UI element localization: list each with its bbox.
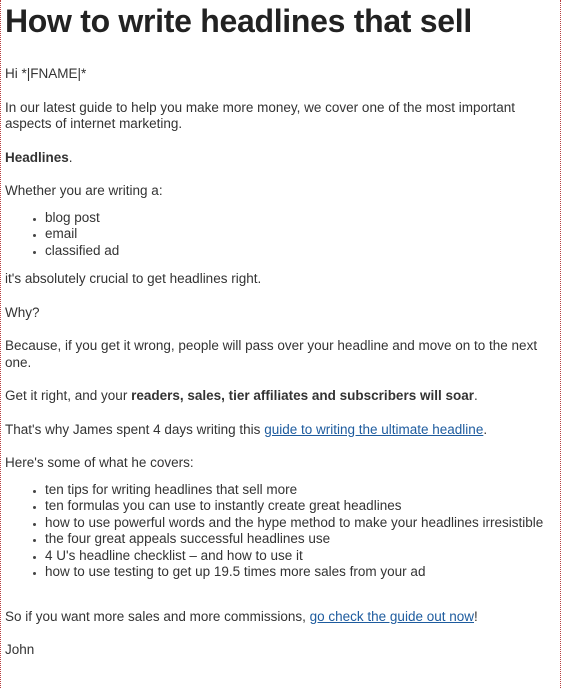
so-paragraph [5, 609, 553, 626]
list-item: 4 U's headline checklist – and how to use it [45, 548, 553, 565]
thats-why-pre: That's why James spent 4 days writing this [5, 421, 265, 437]
headlines-period: . [68, 149, 73, 165]
email-body [5, 0, 553, 659]
intro-paragraph: In our latest guide to help you make more money, we cover one of the most important aspects of internet marketing. [5, 99, 516, 131]
headlines-paragraph [5, 150, 553, 167]
list-item: email [45, 226, 553, 243]
list-item: ten formulas you can use to instantly create great headlines [45, 498, 553, 515]
get-right-pre: Get it right, and your [5, 388, 132, 403]
crucial-paragraph: it's absolutely crucial to get headlines right. [5, 271, 262, 286]
headlines-word: Headlines [5, 149, 69, 165]
list-item: classified ad [45, 243, 553, 260]
list-item: ten tips for writing headlines that sell more [45, 482, 553, 499]
email-title: How to write headlines that sell [5, 3, 472, 39]
so-post: ! [474, 608, 478, 624]
list-item: blog post [45, 210, 553, 227]
because-paragraph: Because, if you get it wrong, people will pass over your headline and move on to the next one. [5, 338, 538, 370]
list-item: how to use powerful words and the hype method to make your headlines irresistible [45, 515, 553, 532]
why-paragraph: Why? [5, 304, 40, 320]
list-item: the four great appeals successful headlines use [45, 531, 553, 548]
greeting: Hi *|FNAME|* [5, 66, 87, 81]
check-guide-link[interactable]: go check the guide out now [309, 608, 474, 624]
whether-paragraph: Whether you are writing a: [5, 183, 163, 198]
thats-why-post: . [483, 421, 488, 437]
covers-list [5, 482, 553, 581]
signoff: John [5, 642, 35, 657]
content-type-list [5, 210, 553, 260]
list-item: how to use testing to get up 19.5 times more sales from your ad [45, 564, 553, 581]
guide-link[interactable]: guide to writing the ultimate headline [264, 421, 484, 437]
so-pre: So if you want more sales and more commissions, [5, 608, 310, 624]
thats-why-paragraph [5, 422, 553, 439]
get-right-paragraph [5, 388, 553, 405]
get-right-bold: readers, sales, tier affiliates and subscribers will soar [131, 388, 474, 403]
covers-paragraph: Here's some of what he covers: [5, 455, 194, 470]
get-right-post: . [473, 388, 478, 403]
